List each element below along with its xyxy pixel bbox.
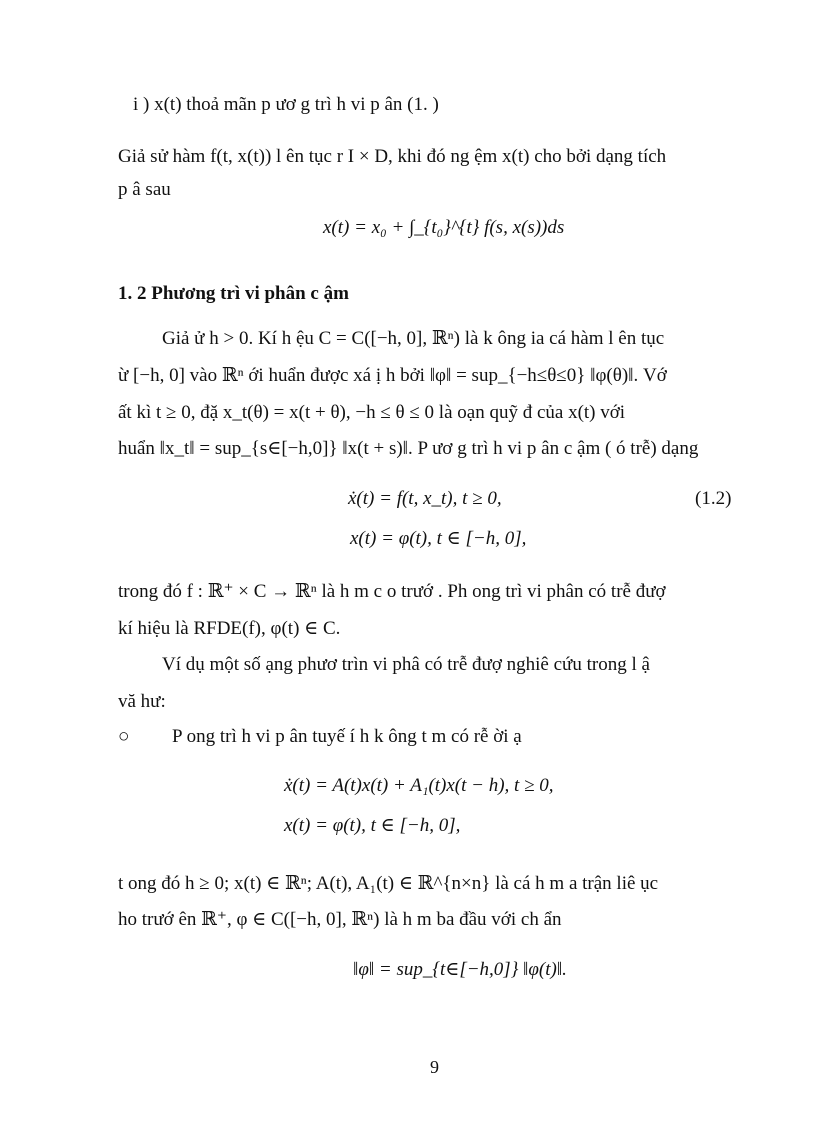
bullet-text: P ong trì h vi p ân tuyế í h k ông t m có rễ ời ạ <box>172 726 522 747</box>
equation-line: x(t) = φ(t), t ∈ [−h, 0], <box>350 528 527 549</box>
norm-equation: ‖φ‖ = sup_{t∈[−h,0]} ‖φ(t)‖. <box>353 959 567 980</box>
equation-line: x(t) = φ(t), t ∈ [−h, 0], <box>284 815 461 836</box>
text-line: Giả ử h > 0. Kí h ệu C = C([−h, 0], ℝⁿ) là k ông ia cá hàm l ên tục <box>162 328 665 349</box>
text-line: huẩn ‖x_t‖ = sup_{s∈[−h,0]} ‖x(t + s)‖. P ươ g trì h vi p ân c ậm ( ó trễ) dạng <box>118 438 699 459</box>
text-line: vă hư: <box>118 691 166 712</box>
text-line: kí hiệu là RFDE(f), φ(t) ∈ C. <box>118 618 341 639</box>
text-line: t ong đó h ≥ 0; x(t) ∈ ℝⁿ; A(t), A₁(t) ∈ ℝ^{n×n} là cá h m a trận liê ục <box>118 873 659 894</box>
text-line: trong đó f : ℝ⁺ × C → ℝⁿ là h m c o trướ . Ph ong trì vi phân có trễ đượ <box>118 581 666 602</box>
equation-line: ẋ(t) = A(t)x(t) + A₁(t)x(t − h), t ≥ 0, <box>284 775 554 796</box>
text-line: p â sau <box>118 179 171 200</box>
text-line: ất kì t ≥ 0, đặ x_t(θ) = x(t + θ), −h ≤ θ ≤ 0 là oạn quỹ đ của x(t) với <box>118 402 626 423</box>
text-line: ho trướ ên ℝ⁺, φ ∈ C([−h, 0], ℝⁿ) là h m ba đầu với ch ẩn <box>118 909 562 930</box>
text-line: Giả sử hàm f(t, x(t)) l ên tục r I × D, khi đó ng ệm x(t) cho bởi dạng tích <box>118 146 667 167</box>
integral-equation: x(t) = x₀ + ∫_{t₀}^{t} f(s, x(s))ds <box>323 217 565 238</box>
equation-line: ẋ(t) = f(t, x_t), t ≥ 0, <box>348 488 502 509</box>
page-number: 9 <box>430 1057 439 1077</box>
equation-number: (1.2) <box>695 488 732 509</box>
text-line: i ) x(t) thoả mãn p ươ g trì h vi p ân (1. ) <box>133 94 439 115</box>
bullet-icon: ○ <box>118 726 130 747</box>
text-line: Ví dụ một số ạng phươ trìn vi phâ có trễ đượ nghiê cứu trong l ậ <box>162 654 650 675</box>
section-heading: 1. 2 Phương trì vi phân c ậm <box>118 283 349 304</box>
text-line: ừ [−h, 0] vào ℝⁿ ới huẩn được xá ị h bởi ‖φ‖ = sup_{−h≤θ≤0} ‖φ(θ)‖. Vớ <box>118 365 667 386</box>
